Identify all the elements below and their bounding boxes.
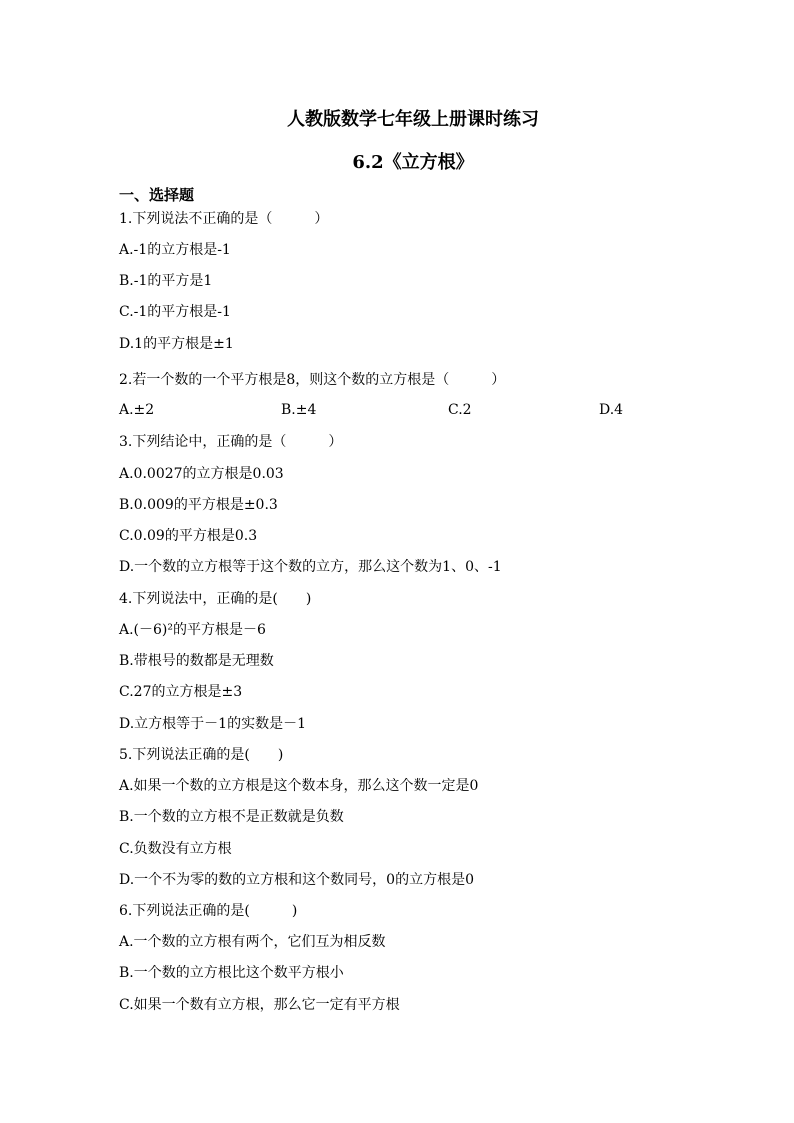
- question-3-option-a: A.0.0027的立方根是0.03: [119, 466, 284, 482]
- question-5-option-a: A.如果一个数的立方根是这个数本身，那么这个数一定是0: [119, 778, 479, 794]
- question-4-option-c: C.27的立方根是±3: [119, 684, 243, 700]
- question-3-option-c: C.0.09的平方根是0.3: [119, 528, 258, 544]
- question-5-option-d: D.一个不为零的数的立方根和这个数同号，0的立方根是0: [119, 872, 474, 888]
- page-subtitle: 6.2《立方根》: [352, 152, 474, 173]
- question-2-stem: 2.若一个数的一个平方根是8，则这个数的立方根是（ ）: [119, 372, 506, 388]
- question-2-option-b: B.±4: [281, 402, 317, 418]
- question-5-option-b: B.一个数的立方根不是正数就是负数: [119, 809, 344, 825]
- question-2-option-d: D.4: [599, 402, 624, 418]
- question-6-option-c: C.如果一个数有立方根，那么它一定有平方根: [119, 997, 400, 1013]
- question-4-option-d: D.立方根等于－1的实数是－1: [119, 716, 306, 732]
- question-3-option-b: B.0.009的平方根是±0.3: [119, 497, 278, 513]
- question-5-option-c: C.负数没有立方根: [119, 841, 232, 857]
- question-1-option-a: A.-1的立方根是-1: [119, 242, 231, 258]
- question-2-option-c: C.2: [448, 402, 472, 418]
- question-6-option-b: B.一个数的立方根比这个数平方根小: [119, 965, 344, 981]
- section-heading: 一、选择题: [119, 186, 195, 204]
- question-2-option-a: A.±2: [119, 402, 155, 418]
- question-1-stem: 1.下列说法不正确的是（ ）: [119, 211, 329, 227]
- question-5-stem: 5.下列说法正确的是( ): [119, 747, 284, 763]
- question-2-options: [119, 402, 639, 420]
- question-3-stem: 3.下列结论中，正确的是（ ）: [119, 434, 343, 450]
- question-3-option-d: D.一个数的立方根等于这个数的立方，那么这个数为1、0、-1: [119, 559, 502, 575]
- question-1-option-c: C.-1的平方根是-1: [119, 304, 231, 320]
- question-4-stem: 4.下列说法中，正确的是( ): [119, 591, 312, 607]
- page-title: 人教版数学七年级上册课时练习: [287, 109, 539, 130]
- question-4-option-a: A.(－6)²的平方根是－6: [119, 622, 266, 638]
- question-1-option-d: D.1的平方根是±1: [119, 336, 234, 352]
- question-6-stem: 6.下列说法正确的是( ): [119, 903, 298, 919]
- question-1-option-b: B.-1的平方是1: [119, 273, 213, 289]
- question-4-option-b: B.带根号的数都是无理数: [119, 653, 274, 669]
- question-6-option-a: A.一个数的立方根有两个，它们互为相反数: [119, 934, 386, 950]
